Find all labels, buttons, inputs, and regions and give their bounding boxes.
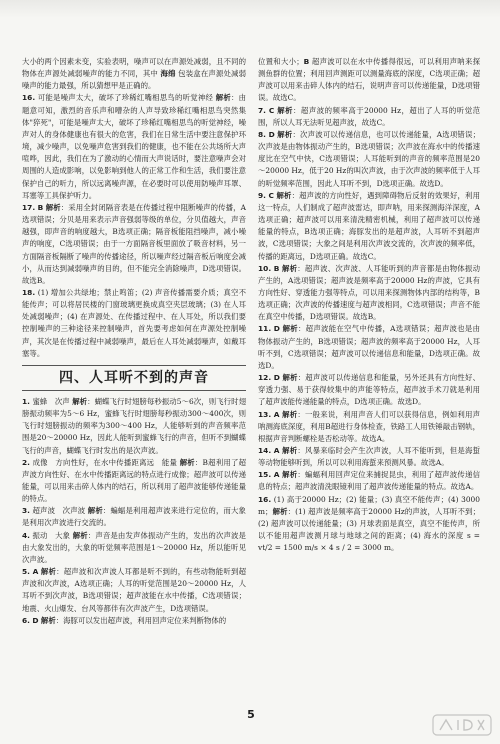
answer-choice: A [273, 470, 280, 480]
left-column [22, 56, 246, 627]
analysis-text: ：声音是由发声体振动产生的，发出的次声波是由大象发出的，大象的听觉频率范围是1～20000 Hz，所以能听见次声波。 [22, 530, 246, 564]
answer-text: 可能是噪声太大，破坏了珍稀红嘴相思鸟的听觉神经 [37, 93, 216, 103]
answer-13 [258, 409, 480, 445]
analysis-label: 解析 [72, 396, 88, 406]
analysis-label: 解析 [282, 263, 298, 273]
analysis-text: ：风暴来临时会产生次声波，人耳不能听到，但是海蜇等动物能够听到，所以可以利用海蜇来预测风暴。故选A。 [258, 446, 481, 468]
answer-choice: D [273, 324, 280, 334]
page-number: 5 [247, 708, 255, 721]
analysis-label: 解析 [282, 373, 298, 383]
analysis-text: ：超声波的频率高于20000 Hz，超出了人耳的听觉范围，所以人耳无法听见超声波，故选C。 [258, 105, 481, 127]
paragraph-continuation [22, 56, 246, 92]
question-number: 11. [258, 324, 272, 334]
analysis-label: 解析 [72, 530, 88, 540]
scan-shadow [0, 0, 500, 18]
question-number: 10. [258, 263, 272, 273]
analysis-label: 解析 [40, 615, 56, 625]
analysis-text: ：超声波能在空气中传播，A选项错误；超声波也是由物体振动产生的，B选项错误；超声波的频率高于20000 Hz，人耳听不到，C选项错误；超声波可以传递信息和能量，D选项正确。故选D。 [258, 324, 480, 370]
question-number: 9. [258, 190, 266, 200]
answer-s3 [22, 505, 246, 529]
answer-text: 振动 大象 [32, 530, 71, 540]
answer-choice: C [268, 190, 274, 200]
analysis-label: 解析 [277, 129, 293, 139]
analysis-text: ：超声波和次声波人耳都是听不到的，有些动物能听到超声波和次声波，A选项正确；人耳的听觉范围是20～20000 Hz，人耳听不到次声波，B选项错误；超声波能在水中传播，C选项错误；地震、火山爆发、台风等都伴有次声波产生，D选项错误。 [22, 567, 246, 613]
answer-s6 [22, 615, 246, 627]
answer-s2 [22, 457, 246, 506]
analysis-label: 解析 [277, 105, 294, 115]
question-number: 4. [22, 530, 30, 540]
answer-text: (1) 增加公共绿地；禁止鸣笛；(2) 声音传播需要介质；真空不能传声；可以将居民楼的门窗玻璃更换成真空夹层玻璃；(3) 在人耳处减弱噪声；(4) 在声源处、在传播过程中、在人耳处，所以我们要控制噪声的三种途径来控制噪声，首先要考虑如何在声源处控制噪声，其次是在传播过程中减弱噪声，最后在人耳处减弱噪声，如戴耳塞等。 [22, 287, 246, 358]
text: 包装盒在声源处减弱噪声的能力最强，所以猜想甲是正确的。 [22, 69, 247, 91]
answer-16-right [258, 494, 480, 555]
question-number: 15. [258, 470, 272, 480]
analysis-text: ：B超利用了超声波方向性好、在水中传播距离远的特点进行成像；超声波可以传递能量，可以用来击碎人体内的结石，所以利用了超声波能够传递能量的特点。 [22, 457, 246, 504]
analysis-text: ：超声波可以传递信息和能量，另外还具有方向性好、穿透力强、易于获得较集中的声能等特点，超声波手术刀就是利用了超声波能传递能量的特点，D选项正确。故选D。 [258, 373, 481, 407]
answer-choice: B [273, 263, 280, 273]
watermark-logo-icon [432, 712, 492, 738]
question-number: 16. [22, 93, 36, 103]
analysis-text: ：一般来说，利用声音人们可以获得信息，例如利用声呐测海底深度，利用B超进行身体检查，铁路工人用铁锤敲击钢轨，根据声音判断螺栓是否松动等。故选A。 [258, 409, 481, 443]
analysis-label: 解析 [272, 506, 288, 516]
question-number: 5. [22, 567, 30, 577]
analysis-label: 解析 [179, 457, 195, 467]
analysis-text: ：(1) 超声波是频率高于20000 Hz的声波，人耳听不到；(2) 超声波可以传递能量；(3) 月球表面是真空，真空不能传声，所以不能用超声波测月球与地球之间的距离；(4) 海水的深度 s = vt/2 = 1500 m/s × 4 s / 2 = 3000 m。 [258, 506, 480, 553]
question-number: 8. [258, 129, 266, 139]
analysis-label: 解析 [282, 446, 298, 455]
question-number: 1. [22, 396, 30, 406]
answer-9 [258, 190, 480, 263]
answer-15 [258, 469, 480, 493]
answer-text: (1) 高于20000 Hz；(2) 能量；(3) 真空不能传声；(4) 3000 m； [258, 494, 480, 516]
text: 超声波可以在水中传播得很远，可以利用声呐来探测鱼群的位置；利用回声测距可以测量海底的深度，C选项正确；超声波可以用来击碎人体内的结石，说明声音可以传递能量，D选项错误。故选C。 [258, 57, 481, 103]
text: 位置和大小； [258, 57, 304, 66]
text: 大小的两个因素未变，实验表明，噪声可以在声源处减弱，且不同的物体在声源处减弱噪声的能力不同，其中 [22, 57, 246, 79]
answer-8 [258, 129, 480, 190]
right-column [258, 56, 480, 554]
question-number: 6. [22, 615, 30, 625]
answer-choice: A [273, 409, 280, 419]
answer-11 [258, 323, 480, 372]
answer-text: 超声波 次声波 [32, 506, 86, 516]
analysis-label: 解析 [45, 202, 61, 212]
section-title: 四、人耳听不到的声音 [22, 365, 246, 391]
answer-14 [258, 445, 480, 469]
answer-text: 成像 方向性好，在水中传播距离远 能量 [32, 457, 178, 467]
analysis-label: 解析 [87, 506, 103, 516]
answer-10 [258, 263, 480, 324]
answer-s1 [22, 396, 246, 457]
analysis-text: ：超声波、次声波、人耳能听到的声音都是由物体振动产生的，A选项错误；超声波是频率高于20000 Hz的声波，它具有方向性好、穿透能力强等特点，可以用来探测物体内部的结构等，B选项正确；次声波的传播速度与超声波相同，C选项错误；声音不能在真空中传播，D选项错误。故选B。 [258, 263, 481, 322]
analysis-label: 解析 [282, 324, 298, 334]
answer-choice: A [32, 567, 39, 577]
answer-choice: C [268, 105, 275, 115]
question-number: 18. [22, 287, 36, 297]
question-number: 7. [258, 105, 266, 115]
analysis-text: ：海豚可以发出超声波，利用回声定位来判断物体的 [55, 615, 227, 625]
answer-text: 蜜蜂 次声 [32, 396, 70, 406]
analysis-label: 解析 [276, 190, 292, 200]
analysis-label: 解析 [282, 470, 298, 480]
keyword: B [303, 57, 310, 66]
question-number: 14. [258, 446, 272, 455]
keyword: 海绵 [160, 69, 176, 79]
answer-s5 [22, 566, 246, 615]
answer-17 [22, 202, 246, 287]
question-number: 2. [22, 457, 30, 467]
question-number: 17. [22, 202, 36, 212]
answer-7 [258, 105, 480, 129]
answer-choice: D [268, 129, 275, 139]
analysis-text: ：次声波可以传递信息，也可以传递能量，A选项错误；次声波是由物体振动产生的，B选项错误；次声波在海水中的传播速度比在空气中快，C选项错误；人耳能听到的声音的频率范围是20～20000 Hz，低于20 Hz的叫次声波，由于次声波的频率低于人耳的听觉频率范围，因此人耳听不到，D选项正确。故选D。 [258, 129, 481, 188]
analysis-text: ：蝙蝠是利用超声波来进行定位的，而大象是利用次声波进行交流的。 [22, 506, 246, 528]
analysis-label: 解析 [282, 409, 298, 419]
analysis-label: 解析 [40, 567, 57, 577]
answer-choice: B [37, 202, 44, 212]
answer-choice: D [273, 373, 280, 383]
analysis-text: ：蝙蝠利用回声定位来捕捉昆虫，利用了超声波传递信息的特点；超声波清洗眼镜利用了超声波传递能量的特点。故选A。 [258, 470, 481, 492]
answer-s4 [22, 530, 246, 566]
analysis-text: ：蝴蝶飞行时翅膀每秒振动5～6次，则飞行时翅膀振动频率为5～6 Hz，蜜蜂飞行时翅膀每秒振动300～400次，则飞行时翅膀振动的频率为300～400 Hz，人能够听到的声音频率范围是20～20000 Hz，因此人能听到蜜蜂飞行的声音，但听不到蝴蝶飞行的声音，蝴蝶飞行时发出的是次声波。 [22, 396, 246, 455]
answer-choice: A [273, 446, 280, 455]
analysis-text: ：采用全封闭隔音表是在传播过程中阻断噪声的传播，A选项错误；分贝是用来表示声音强弱等级的单位，分贝值越大，声音越强，即声音的响度越大，B选项正确；隔音板能阻挡噪声，减小噪声的响度，C选项错误；由于一方面隔音板里面放了吸音材料，另一方面隔音板隔断了噪声的传播途径，所以噪声经过隔音板后响度会减小，从而达到减弱噪声的目的，但不能完全消除噪声，D选项错误。故选B。 [22, 202, 247, 285]
answer-choice: D [32, 615, 39, 625]
paragraph-continuation [258, 56, 480, 105]
analysis-text: ：由题意可知，激烈的音乐声和嘈杂的人声导致珍稀红嘴相思鸟突然集体"猝死"，可能是噪声太大，破坏了珍稀红嘴相思鸟的听觉神经，噪声对人的身体健康也有很大的危害，我们在日常生活中要注意保护环境，减少噪声，以免噪声危害到我们的健康，也不能在公共场所大声喧哗，因此，我们在为了激动的心情而大声说话时，要注意噪声会对周围的人造成影响，以免影响到他人的正常工作和生活，我们要注意保护自己的听力，所以远离噪声源，在必要时可以使用防噪声耳罩、耳塞等工具保护听力。 [22, 93, 246, 200]
question-number: 3. [22, 506, 30, 516]
question-number: 13. [258, 409, 272, 419]
answer-18 [22, 287, 246, 360]
answer-16 [22, 92, 246, 201]
question-number: 12. [258, 373, 272, 383]
answer-12 [258, 372, 480, 408]
analysis-text: ：超声波的方向性好，遇到障碍物后反射的效果好，利用这一特点，人们制成了超声波雷达，即声呐，用来探测海洋深度，A选项正确；超声波可以用来清洗精密机械，利用了超声波可以传递能量的特点，B选项正确；海豚发出的是超声波，人耳听不到超声波，C选项错误；大象之间是利用次声波交流的，次声波的频率低，传播的距离远，D选项正确。故选C。 [258, 190, 481, 261]
analysis-label: 解析 [215, 93, 231, 103]
question-number: 16. [258, 494, 272, 504]
